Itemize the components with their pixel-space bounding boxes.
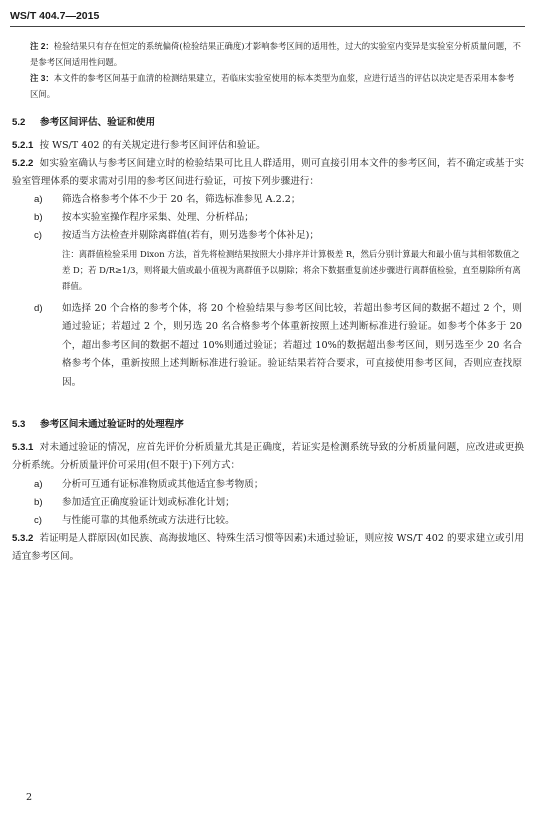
list-item-d [34, 300, 522, 392]
list-marker: b) [34, 497, 43, 508]
list-item-text: 筛选合格参考个体不少于 20 名，筛选标准参见 A.2.2； [62, 194, 301, 205]
page-number: 2 [26, 792, 33, 803]
list-item-text: 如选择 20 个合格的参考个体，将 20 个检验结果与参考区间比较，若超出参考区间的数据不超过 2 个，则通过验证；若超过 2 个，则另选 20 名合格参考个体重新按照上述判断标准进行验证。如参考个体多于 20 个，超出参考区间的数据不超过 10%则通过验证；若超过 10%的数据超出参考区间，则另选至少 20 名合格参考个体，重新按照上述判断标准进行验证。验证结果若符合要求，可直接使用参考区间，否则应查找原因。 [62, 303, 522, 388]
clause-5-3-1 [12, 439, 524, 476]
list-item-text: 分析可互通有证标准物质或其他适宜参考物质； [62, 479, 264, 490]
standard-code-header: WS/T 404.7—2015 [10, 10, 100, 22]
list-item-b [34, 209, 522, 227]
list-item-c [34, 227, 522, 245]
note-label: 注 3： [30, 73, 54, 83]
section-heading-5-3 [12, 416, 184, 430]
clause-text: 对未通过验证的情况，应首先评价分析质量尤其是正确度，若证实是检测系统导致的分析质量问题，应改进或更换分析系统。分析质量评价可采用(但不限于)下列方式： [12, 442, 524, 472]
section-heading-5-2 [12, 114, 155, 128]
clause-text: 按 WS/T 402 的有关规定进行参考区间评估和验证。 [39, 140, 266, 151]
note-label: 注 2： [30, 41, 54, 51]
clause-text: 如实验室确认与参考区间建立时的检验结果可比且人群适用，则可直接引用本文件的参考区间，若不确定或基于实验室管理体系的要求需对引用的参考区间进行验证，可按下列步骤进行： [12, 158, 524, 188]
clause-number: 5.3.2 [12, 533, 34, 544]
note-2 [30, 38, 522, 70]
list-item-a [34, 476, 522, 494]
clause-number: 5.2.1 [12, 140, 34, 151]
note-3 [30, 70, 522, 102]
list-item-b [34, 494, 522, 512]
list-marker: b) [34, 212, 43, 223]
outlier-note: 注：离群值检验采用 Dixon 方法，首先将检测结果按照大小排序并计算极差 R，然后分别计算最大和最小值与其相邻数值之差 D；若 D/R≥1/3，则将最大值或最小值视为离群值予以剔除；将余下数据重复前述步骤进行离群值检验，直至剔除所有离群值。 [62, 249, 521, 291]
section-title: 参考区间未通过验证时的处理程序 [40, 419, 184, 430]
section-title: 参考区间评估、验证和使用 [40, 117, 156, 128]
list-item-c [34, 512, 522, 530]
list-marker: c) [34, 230, 42, 241]
clause-number: 5.2.2 [12, 158, 34, 169]
list-item-text: 按本实验室操作程序采集、处理、分析样品； [62, 212, 254, 223]
clause-text: 若证明是人群原因(如民族、高海拔地区、特殊生活习惯等因素)未通过验证，则应按 WS/T 402 的要求建立或引用适宜参考区间。 [12, 533, 524, 563]
note-text: 检验结果只有存在恒定的系统偏倚(检验结果正确度)才影响参考区间的适用性，过大的实验室内变异是实验室分析质量问题，不是参考区间适用性问题。 [30, 41, 521, 67]
header-rule [10, 26, 525, 27]
clause-number: 5.3.1 [12, 442, 34, 453]
list-marker: a) [34, 194, 43, 205]
list-marker: d) [34, 303, 43, 314]
list-item-a [34, 191, 522, 209]
clause-5-3-2 [12, 530, 524, 567]
list-item-text: 与性能可靠的其他系统或方法进行比较。 [62, 515, 235, 526]
list-marker: a) [34, 479, 43, 490]
section-number: 5.3 [12, 419, 26, 430]
list-marker: c) [34, 515, 42, 526]
section-number: 5.2 [12, 117, 26, 128]
clause-5-2-2 [12, 155, 524, 192]
list-item-text: 参加适宜正确度验证计划或标准化计划； [62, 497, 235, 508]
clause-5-2-1 [12, 137, 524, 155]
list-item-text: 按适当方法检查并剔除离群值(若有，则另选参考个体补足)； [62, 230, 319, 241]
note-text: 本文件的参考区间基于血清的检测结果建立，若临床实验室使用的标本类型为血浆，应进行适当的评估以决定是否采用本参考区间。 [30, 73, 515, 99]
